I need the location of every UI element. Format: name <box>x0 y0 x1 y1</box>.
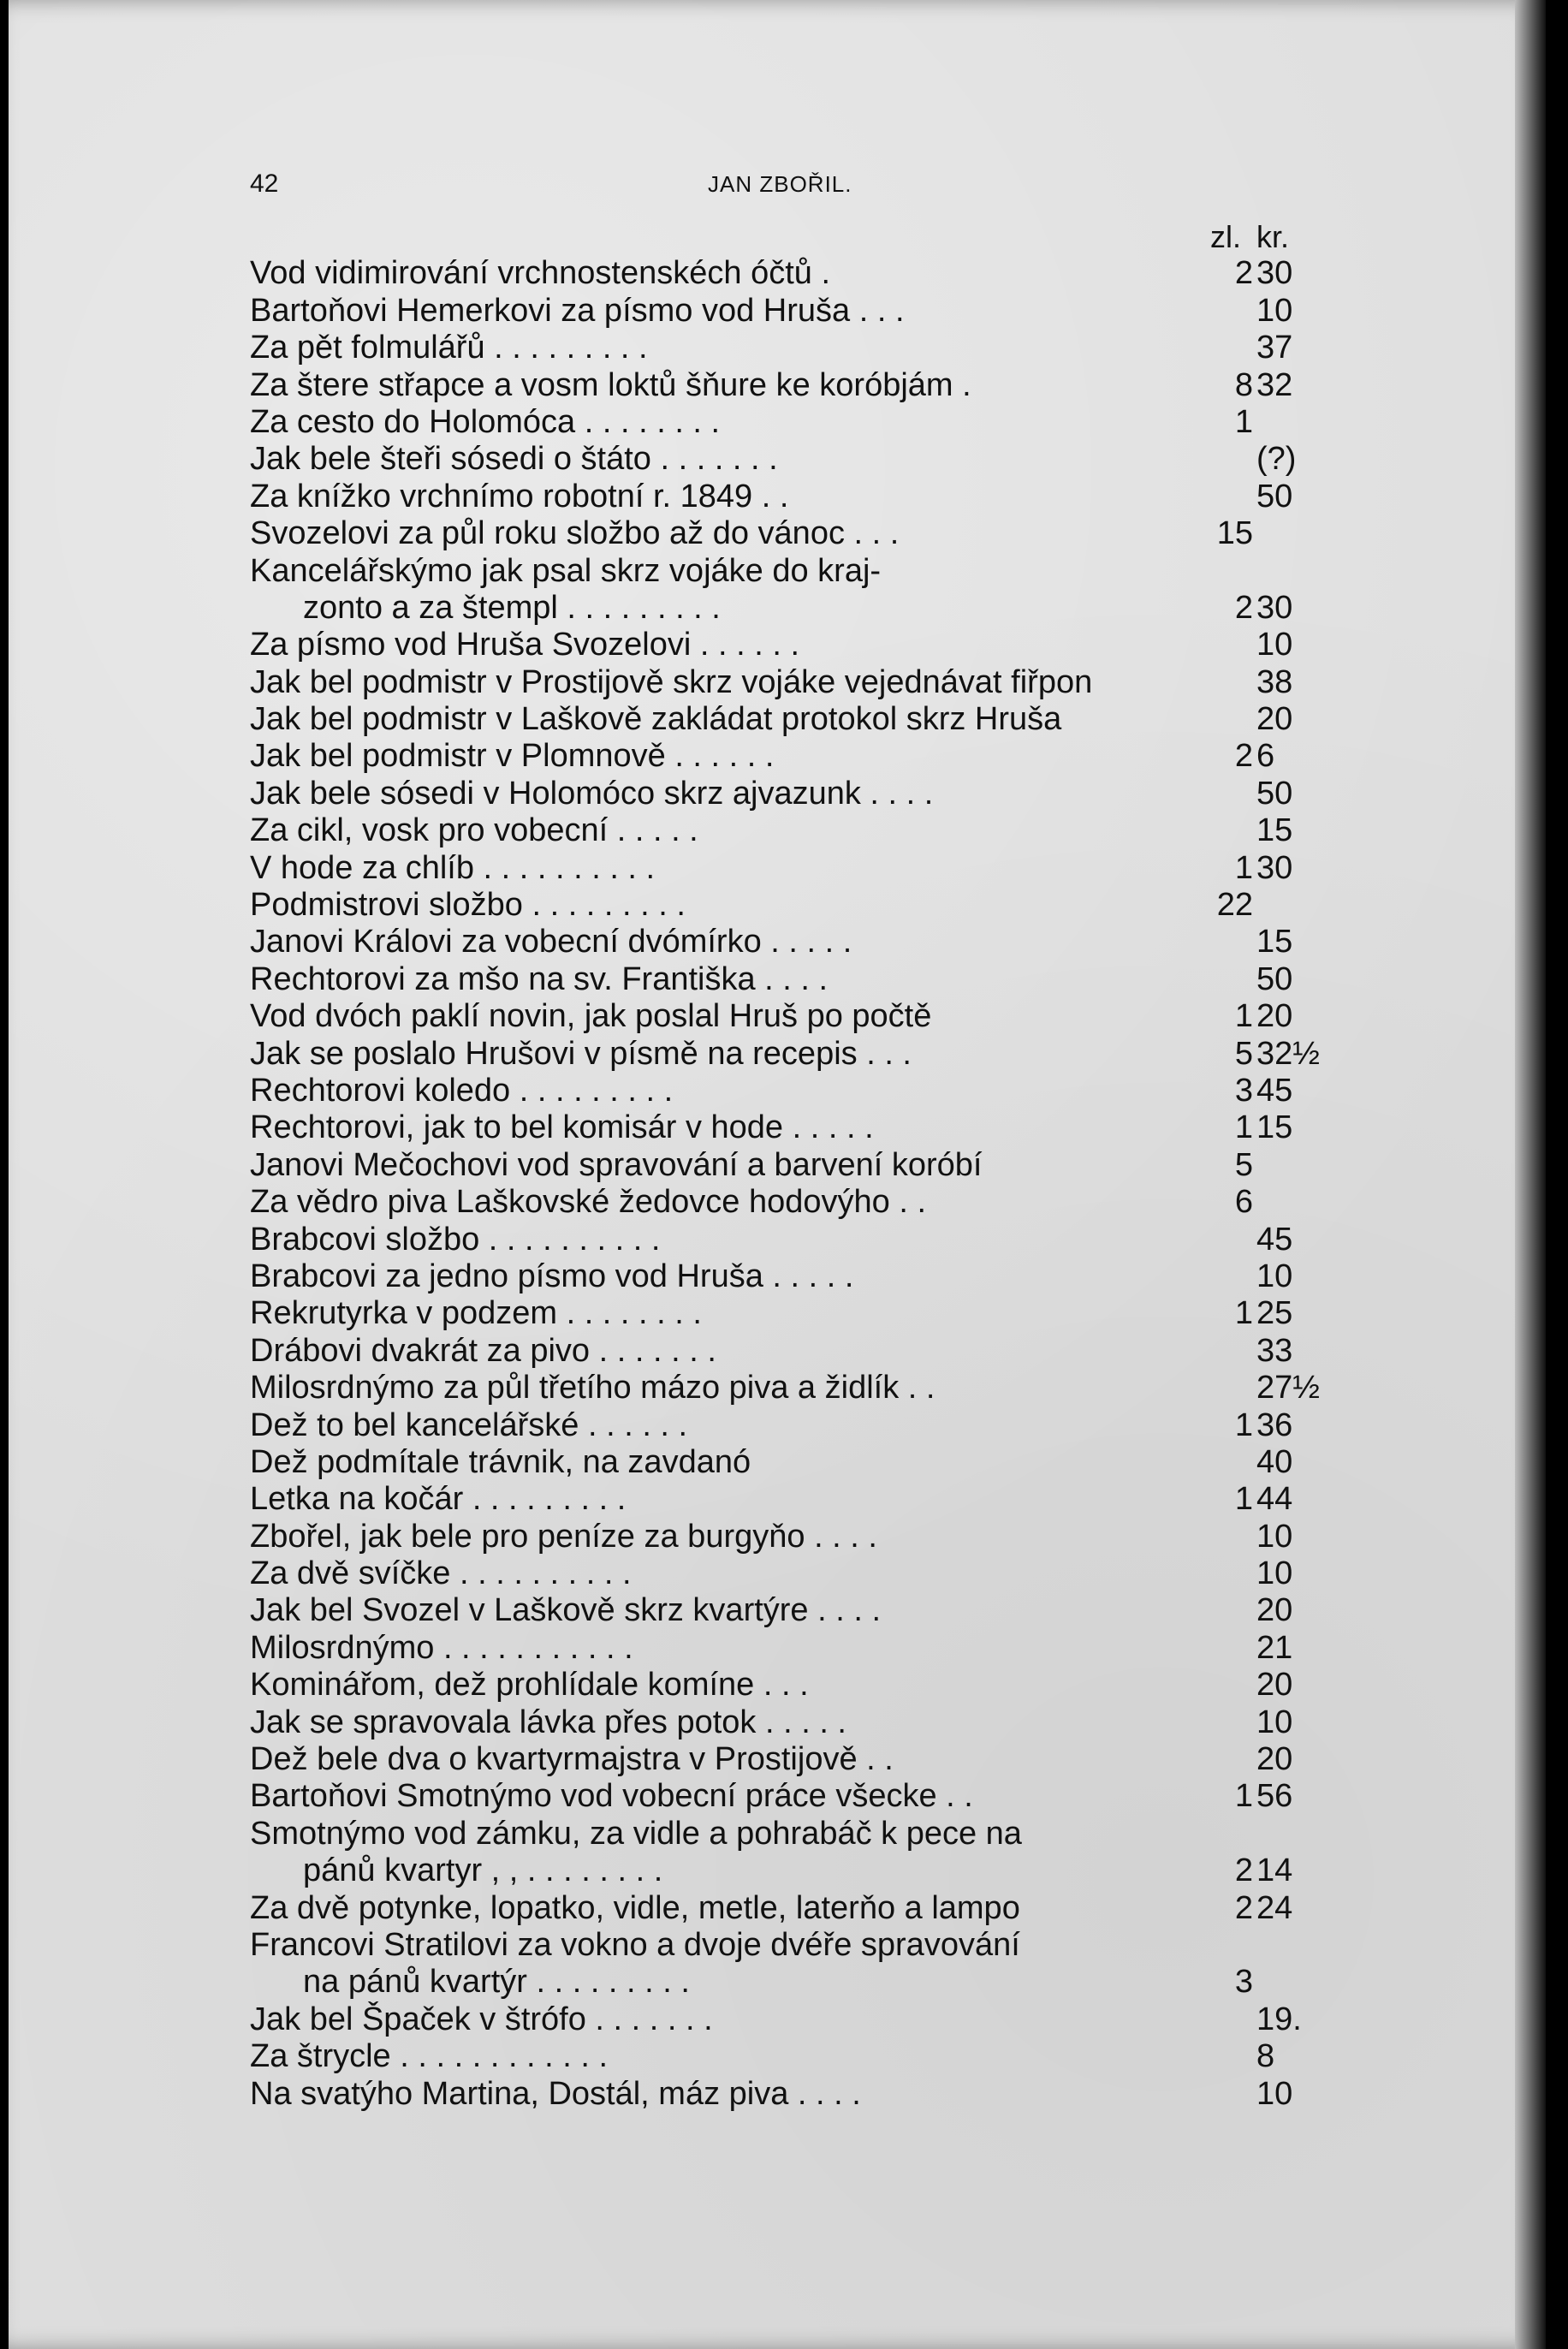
page-header <box>250 169 1320 204</box>
ledger-row-zl: 22 <box>1216 887 1253 924</box>
ledger-row <box>250 2001 1311 2038</box>
ledger-row-description: Za štrycle . . . . . . . . . . . . <box>250 2038 609 2075</box>
ledger-column-headers <box>250 218 1311 255</box>
ledger-row-kr: 10 <box>1256 627 1293 663</box>
ledger-row-kr: 10 <box>1256 292 1293 329</box>
ledger-row-description: Dež bele dva o kvartyrmajstra v Prostijově . . <box>250 1741 894 1778</box>
ledger-row-description: Kominářom, dež prohlídale komíne . . . <box>250 1667 809 1704</box>
ledger-row-kr: 21 <box>1256 1629 1293 1666</box>
ledger-row-description: na pánů kvartýr . . . . . . . . . <box>303 1964 690 2001</box>
ledger-row-kr: 36 <box>1256 1406 1293 1443</box>
ledger-row <box>250 515 1311 552</box>
ledger-row-zl: 1 <box>1234 1778 1253 1815</box>
ledger-row-kr: 15 <box>1256 924 1293 960</box>
ledger-row-description: Rechtorovi koledo . . . . . . . . . <box>250 1072 674 1109</box>
column-header-zl: zl. <box>1210 219 1241 254</box>
ledger-row <box>250 590 1311 627</box>
ledger-row-description: Za písmo vod Hruša Svozelovi . . . . . . <box>250 627 800 663</box>
ledger-row-description: Drábovi dvakrát za pivo . . . . . . . <box>250 1332 716 1369</box>
ledger-row-zl: 15 <box>1216 515 1253 552</box>
ledger-row-kr: 30 <box>1256 589 1293 626</box>
ledger-row-kr: 15 <box>1256 1109 1293 1146</box>
ledger-row-description: Za knížko vrchnímo robotní r. 1849 . . <box>250 478 789 514</box>
ledger-row-kr: 32½ <box>1256 1035 1320 1072</box>
ledger-row-description: Svozelovi za půl roku složbo až do vánoc . . . <box>250 515 900 552</box>
ledger-row-description: Vod dvóch paklí novin, jak poslal Hruš po počtě <box>250 998 932 1035</box>
expense-ledger <box>250 218 1320 2113</box>
ledger-row-kr: 25 <box>1256 1295 1293 1332</box>
page-edge-shadow <box>1515 0 1546 2349</box>
ledger-row <box>250 1964 1311 2001</box>
ledger-row-description: Francovi Stratilovi za vokno a dvoje dvéře spravování <box>250 1926 1020 1963</box>
ledger-row <box>250 850 1311 887</box>
ledger-row-kr: 19. <box>1256 2001 1302 2037</box>
ledger-row-kr: 20 <box>1256 998 1293 1035</box>
ledger-row <box>250 961 1311 998</box>
ledger-row-kr: 40 <box>1256 1443 1293 1480</box>
ledger-row <box>250 627 1311 663</box>
ledger-row-description: Za dvě potynke, lopatko, vidle, metle, laterňo a lampo <box>250 1889 1020 1926</box>
ledger-row <box>250 1073 1311 1109</box>
running-title: JAN ZBOŘIL. <box>708 171 852 197</box>
ledger-row <box>250 1555 1311 1592</box>
ledger-row-description: Za pět folmulářů . . . . . . . . . <box>250 330 648 366</box>
ledger-row <box>250 1147 1311 1184</box>
ledger-row-description: Jak bel Svozel v Laškově skrz kvartýre . . . . <box>250 1592 882 1629</box>
ledger-row <box>250 1816 1311 1852</box>
ledger-row <box>250 330 1311 366</box>
ledger-row <box>250 1778 1311 1815</box>
ledger-row-zl: 1 <box>1234 1481 1253 1518</box>
ledger-row <box>250 1370 1320 1406</box>
ledger-row <box>250 738 1311 775</box>
ledger-row-description: Milosrdnýmo . . . . . . . . . . . <box>250 1629 633 1666</box>
ledger-row <box>250 1741 1311 1778</box>
ledger-row-kr: 10 <box>1256 1518 1293 1555</box>
ledger-row-kr: 20 <box>1256 701 1293 738</box>
ledger-row-zl: 2 <box>1234 589 1253 626</box>
ledger-row-kr: 44 <box>1256 1481 1293 1518</box>
ledger-row-kr: 50 <box>1256 775 1293 812</box>
ledger-row <box>250 1295 1311 1332</box>
ledger-row <box>250 887 1311 924</box>
ledger-row-kr: 6 <box>1256 738 1275 775</box>
column-header-kr: kr. <box>1256 219 1290 254</box>
ledger-row-kr: 8 <box>1256 2038 1275 2075</box>
ledger-row-kr: 56 <box>1256 1778 1293 1815</box>
ledger-row-description: Jak se spravovala lávka přes potok . . . . . <box>250 1704 846 1740</box>
ledger-row-description: Za dvě svíčke . . . . . . . . . . <box>250 1555 632 1592</box>
ledger-row-zl: 1 <box>1234 1295 1253 1332</box>
ledger-row-kr: 10 <box>1256 1258 1293 1294</box>
ledger-row-zl: 5 <box>1234 1146 1253 1183</box>
ledger-row-description: Jak bel Špaček v štrófo . . . . . . . <box>250 2001 713 2037</box>
ledger-row <box>250 1333 1311 1370</box>
ledger-row <box>250 924 1311 960</box>
ledger-row-description: Jak se poslalo Hrušovi v písmě na recepis . . . <box>250 1035 912 1072</box>
ledger-row <box>250 1667 1311 1704</box>
ledger-row-zl: 2 <box>1234 255 1253 292</box>
ledger-row-description: Dež to bel kancelářské . . . . . . <box>250 1406 688 1443</box>
ledger-row-description: Vod vidimirování vrchnostenskéch óčtů . <box>250 255 831 292</box>
ledger-row-description: Za cesto do Holomóca . . . . . . . . <box>250 403 721 440</box>
ledger-row <box>250 664 1311 701</box>
ledger-row-description: V hode za chlíb . . . . . . . . . . <box>250 849 656 886</box>
ledger-row <box>250 293 1311 330</box>
ledger-row-description: Brabcovi za jedno písmo vod Hruša . . . . . <box>250 1258 854 1294</box>
ledger-row <box>250 812 1311 849</box>
ledger-row-description: Brabcovi složbo . . . . . . . . . . <box>250 1221 661 1258</box>
ledger-row-zl: 2 <box>1234 1852 1253 1889</box>
ledger-row <box>250 1630 1311 1667</box>
ledger-row-kr: 10 <box>1256 2075 1293 2112</box>
ledger-row <box>250 1184 1311 1221</box>
ledger-row <box>250 1258 1311 1295</box>
ledger-row-zl: 2 <box>1234 1889 1253 1926</box>
ledger-row-kr: 33 <box>1256 1332 1293 1369</box>
ledger-row-description: Smotnýmo vod zámku, za vidle a pohrabáč k pece na <box>250 1815 1022 1852</box>
ledger-row-zl: 5 <box>1234 1035 1253 1072</box>
ledger-row-kr: 50 <box>1256 478 1293 514</box>
ledger-row-kr: 10 <box>1256 1704 1293 1740</box>
ledger-row <box>250 1592 1311 1629</box>
ledger-row-zl: 8 <box>1234 366 1253 403</box>
ledger-row-description: Zbořel, jak bele pro peníze za burgyňo . . . . <box>250 1518 877 1555</box>
ledger-row-description: Na svatýho Martina, Dostál, máz piva . . . . <box>250 2075 861 2112</box>
ledger-row-description: Bartoňovi Smotnýmo vod vobecní práce všecke . . <box>250 1778 973 1815</box>
ledger-row <box>250 255 1311 292</box>
ledger-row-kr: 20 <box>1256 1592 1293 1629</box>
ledger-row-kr: 14 <box>1256 1852 1293 1889</box>
book-page <box>9 0 1546 2349</box>
ledger-row-description: Jak bel podmistr v Prostijově skrz vojáke vejednávat fiřpon <box>250 663 1093 700</box>
ledger-row-kr: 24 <box>1256 1889 1293 1926</box>
ledger-row <box>250 1704 1311 1741</box>
ledger-row <box>250 441 1311 478</box>
ledger-row-kr: 20 <box>1256 1667 1293 1704</box>
ledger-row <box>250 1519 1311 1555</box>
ledger-row-description: Dež podmítale trávnik, na zavdanó <box>250 1443 751 1480</box>
ledger-row-description: Kancelářskýmo jak psal skrz vojáke do kraj- <box>250 552 882 589</box>
ledger-row-kr: 45 <box>1256 1072 1293 1109</box>
ledger-row-description: Rechtorovi za mšo na sv. Františka . . . . <box>250 960 829 997</box>
ledger-row <box>250 1481 1311 1518</box>
ledger-row-description: Za cikl, vosk pro vobecní . . . . . <box>250 812 698 849</box>
ledger-row-kr: 27½ <box>1256 1370 1320 1406</box>
ledger-row-description: zonto a za štempl . . . . . . . . . <box>303 589 721 626</box>
ledger-row-description: Jak bele sósedi v Holomóco skrz ajvazunk . . . . <box>250 775 934 812</box>
ledger-row-kr: 37 <box>1256 330 1293 366</box>
ledger-row-kr: 50 <box>1256 960 1293 997</box>
ledger-row-zl: 3 <box>1234 1964 1253 2001</box>
ledger-row-zl: 1 <box>1234 998 1253 1035</box>
ledger-row-description: Jak bel podmistr v Laškově zakládat protokol skrz Hruša <box>250 701 1062 738</box>
ledger-row <box>250 1927 1311 1964</box>
ledger-row-zl: 6 <box>1234 1184 1253 1221</box>
ledger-row <box>250 2038 1311 2075</box>
ledger-row-zl: 1 <box>1234 849 1253 886</box>
ledger-row <box>250 1035 1320 1073</box>
ledger-row-kr: 15 <box>1256 812 1293 849</box>
ledger-row-description: Letka na kočár . . . . . . . . . <box>250 1481 627 1518</box>
ledger-row-kr: 32 <box>1256 366 1293 403</box>
ledger-row <box>250 1222 1311 1258</box>
ledger-row <box>250 2076 1311 2113</box>
ledger-row-zl: 1 <box>1234 1406 1253 1443</box>
ledger-rows <box>250 255 1320 2113</box>
ledger-row <box>250 701 1311 738</box>
ledger-row-description: Za štere střapce a vosm loktů šňure ke koróbjám . <box>250 366 971 403</box>
ledger-row <box>250 998 1311 1035</box>
ledger-row-description: Rekrutyrka v podzem . . . . . . . . <box>250 1295 702 1332</box>
ledger-row-description: Rechtorovi, jak to bel komisár v hode . . . . . <box>250 1109 874 1146</box>
ledger-row <box>250 776 1311 812</box>
ledger-row <box>250 1852 1311 1889</box>
ledger-row-kr: 38 <box>1256 663 1293 700</box>
ledger-row <box>250 479 1311 515</box>
ledger-row-description: Janovi Královi za vobecní dvómírko . . . . . <box>250 924 852 960</box>
ledger-row <box>250 1890 1311 1927</box>
ledger-row-zl: 1 <box>1234 1109 1253 1146</box>
ledger-row <box>250 553 1311 590</box>
ledger-row-description: pánů kvartyr , , . . . . . . . . <box>303 1852 663 1889</box>
ledger-row-kr: 20 <box>1256 1741 1293 1778</box>
ledger-row <box>250 1444 1311 1481</box>
ledger-row-zl: 3 <box>1234 1072 1253 1109</box>
ledger-row-kr: (?) <box>1256 441 1297 478</box>
ledger-row <box>250 404 1311 441</box>
ledger-row-kr: 30 <box>1256 849 1293 886</box>
ledger-row-kr: 45 <box>1256 1221 1293 1258</box>
ledger-row-description: Janovi Mečochovi vod spravování a barvení koróbí <box>250 1146 983 1183</box>
ledger-row-description: Jak bel podmistr v Plomnově . . . . . . <box>250 738 775 775</box>
ledger-row-description: Za vědro piva Laškovské žedovce hodovýho . . <box>250 1184 927 1221</box>
ledger-row-description: Milosrdnýmo za půl třetího mázo piva a židlík . . <box>250 1370 935 1406</box>
ledger-row <box>250 367 1311 404</box>
ledger-row-zl: 2 <box>1234 738 1253 775</box>
page-number: 42 <box>250 169 279 198</box>
ledger-row-kr: 30 <box>1256 255 1293 292</box>
ledger-row <box>250 1109 1311 1146</box>
ledger-row <box>250 1407 1311 1444</box>
ledger-row-kr: 10 <box>1256 1555 1293 1592</box>
ledger-row-description: Podmistrovi složbo . . . . . . . . . <box>250 887 686 924</box>
ledger-row-description: Bartoňovi Hemerkovi za písmo vod Hruša . . . <box>250 292 905 329</box>
ledger-row-zl: 1 <box>1234 403 1253 440</box>
ledger-row-description: Jak bele šteři sósedi o štáto . . . . . . . <box>250 441 778 478</box>
